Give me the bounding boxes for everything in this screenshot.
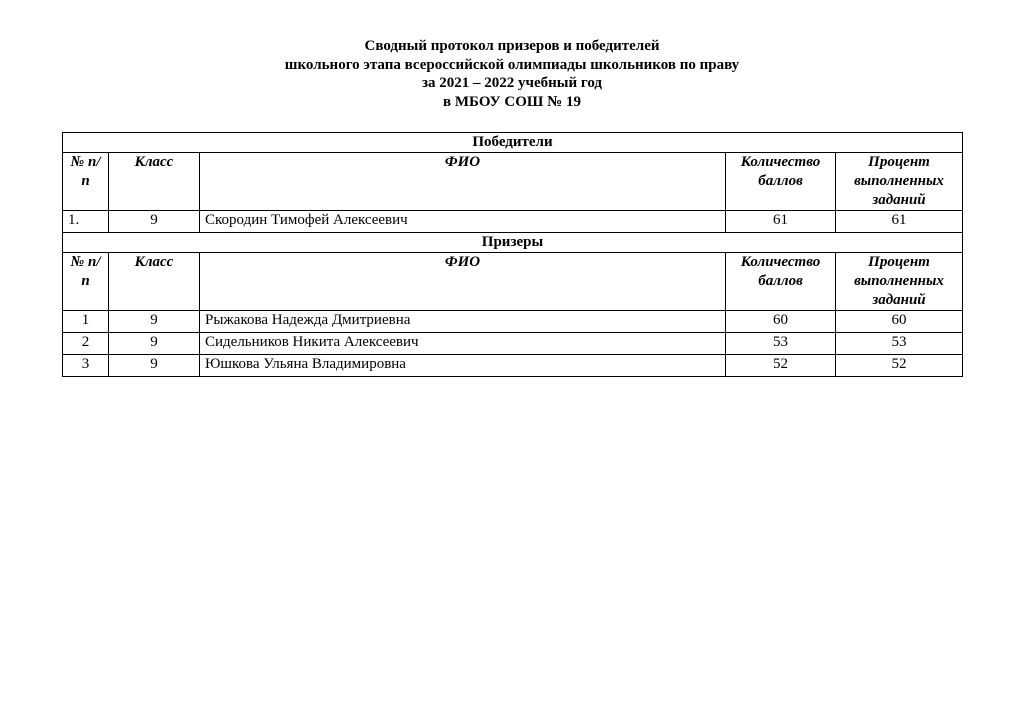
document-title [0, 37, 1024, 111]
title-line-3: за 2021 – 2022 учебный год [422, 75, 602, 91]
header-name: ФИО [200, 153, 726, 211]
cell-name: Рыжакова Надежда Дмитриевна [200, 311, 726, 333]
cell-percent: 52 [836, 355, 963, 377]
header-score: Количество баллов [726, 153, 836, 211]
table-row [63, 311, 963, 333]
header-score: Количество баллов [726, 253, 836, 311]
header-name: ФИО [200, 253, 726, 311]
table-row [63, 333, 963, 355]
winners-header-row [63, 153, 963, 211]
cell-class: 9 [109, 333, 200, 355]
header-class: Класс [109, 153, 200, 211]
cell-name: Сидельников Никита Алексеевич [200, 333, 726, 355]
cell-score: 60 [726, 311, 836, 333]
cell-score: 61 [726, 211, 836, 233]
cell-class: 9 [109, 355, 200, 377]
table-row [63, 211, 963, 233]
cell-num: 1 [63, 311, 109, 333]
cell-num: 1. [63, 211, 109, 233]
prizewinners-header-row [63, 253, 963, 311]
cell-num: 3 [63, 355, 109, 377]
title-line-1: Сводный протокол призеров и победителей [364, 38, 660, 54]
cell-class: 9 [109, 211, 200, 233]
prizewinners-section-row [63, 233, 963, 253]
prizewinners-section-title: Призеры [63, 233, 963, 253]
results-table [62, 132, 963, 377]
title-line-4: в МБОУ СОШ № 19 [443, 93, 581, 110]
header-class: Класс [109, 253, 200, 311]
winners-section-title: Победители [63, 133, 963, 153]
cell-num: 2 [63, 333, 109, 355]
cell-class: 9 [109, 311, 200, 333]
cell-score: 53 [726, 333, 836, 355]
header-percent: Процент выполненных заданий [836, 153, 963, 211]
cell-percent: 60 [836, 311, 963, 333]
cell-score: 52 [726, 355, 836, 377]
cell-percent: 53 [836, 333, 963, 355]
winners-section-row [63, 133, 963, 153]
header-num: № п/п [63, 153, 109, 211]
cell-name: Юшкова Ульяна Владимировна [200, 355, 726, 377]
table-row [63, 355, 963, 377]
header-num: № п/п [63, 253, 109, 311]
header-percent: Процент выполненных заданий [836, 253, 963, 311]
title-line-2: школьного этапа всероссийской олимпиады школьников по праву [284, 56, 740, 73]
cell-name: Скородин Тимофей Алексеевич [200, 211, 726, 233]
cell-percent: 61 [836, 211, 963, 233]
